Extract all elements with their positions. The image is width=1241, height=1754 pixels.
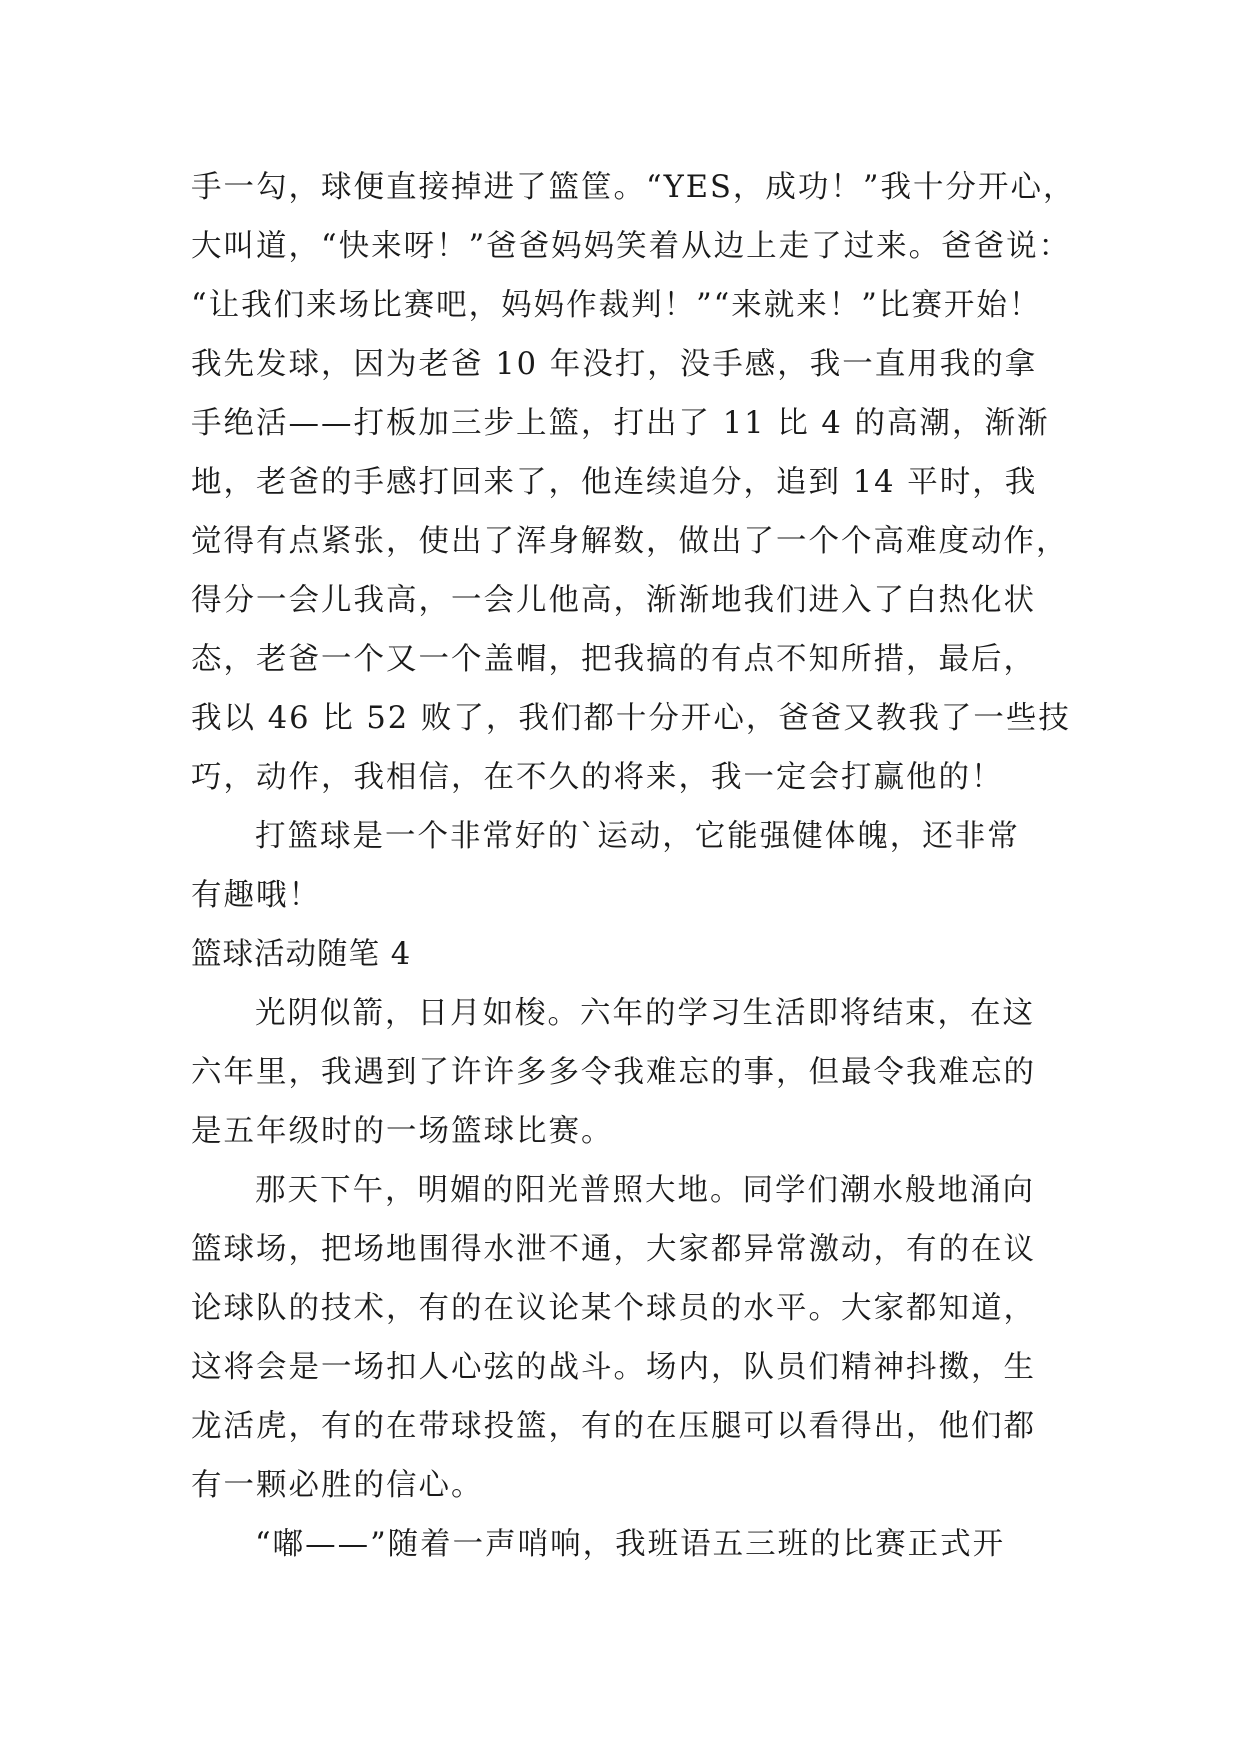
text-line: 六年里，我遇到了许许多多令我难忘的事，但最令我难忘的	[191, 1055, 1036, 1090]
text-line: 我先发球，因为老爸 10 年没打，没手感，我一直用我的拿	[191, 347, 1038, 382]
text-line: 有一颗必胜的信心。	[191, 1468, 484, 1503]
text-line: 篮球场，把场地围得水泄不通，大家都异常激动，有的在议	[191, 1232, 1036, 1267]
text-line: “嘟——”随着一声哨响，我班语五三班的比赛正式开	[255, 1527, 1006, 1562]
text-line: “让我们来场比赛吧，妈妈作裁判！”“来就来！”比赛开始！	[191, 288, 1042, 323]
text-line: 地，老爸的手感打回来了，他连续追分，追到 14 平时，我	[191, 465, 1038, 500]
text-line: 龙活虎，有的在带球投篮，有的在压腿可以看得出，他们都	[191, 1409, 1036, 1444]
text-line: 是五年级时的一场篮球比赛。	[191, 1114, 614, 1149]
text-line: 打篮球是一个非常好的`运动，它能强健体魄，还非常	[255, 819, 1020, 854]
paragraph-2	[191, 807, 1071, 925]
text-line: 手绝活——打板加三步上篮，打出了 11 比 4 的高潮，渐渐	[191, 406, 1050, 441]
paragraph-4	[191, 1161, 1071, 1515]
paragraph-5	[191, 1515, 1071, 1574]
text-line: 大叫道，“快来呀！”爸爸妈妈笑着从边上走了过来。爸爸说：	[191, 229, 1072, 264]
text-line: 有趣哦！	[191, 878, 321, 913]
text-line: 我以 46 比 52 败了，我们都十分开心，爸爸又教我了一些技	[191, 701, 1071, 736]
text-line: 觉得有点紧张，使出了浑身解数，做出了一个个高难度动作，	[191, 524, 1069, 559]
text-line: 巧，动作，我相信，在不久的将来，我一定会打赢他的！	[191, 760, 1004, 795]
text-line: 这将会是一场扣人心弦的战斗。场内，队员们精神抖擞，生	[191, 1350, 1036, 1385]
document-body	[191, 158, 1076, 1574]
text-line: 那天下午，明媚的阳光普照大地。同学们潮水般地涌向	[255, 1173, 1035, 1208]
section-heading: 篮球活动随笔 4	[191, 937, 412, 972]
text-line: 手一勾，球便直接掉进了篮筐。“YES，成功！”我十分开心，	[191, 170, 1076, 205]
text-line: 得分一会儿我高，一会儿他高，渐渐地我们进入了白热化状	[191, 583, 1036, 618]
text-line: 论球队的技术，有的在议论某个球员的水平。大家都知道，	[191, 1291, 1036, 1326]
text-line: 光阴似箭，日月如梭。六年的学习生活即将结束，在这	[255, 996, 1035, 1031]
paragraph-1	[191, 158, 1076, 807]
paragraph-3	[191, 984, 1071, 1161]
text-line: 态，老爸一个又一个盖帽，把我搞的有点不知所措，最后，	[191, 642, 1036, 677]
